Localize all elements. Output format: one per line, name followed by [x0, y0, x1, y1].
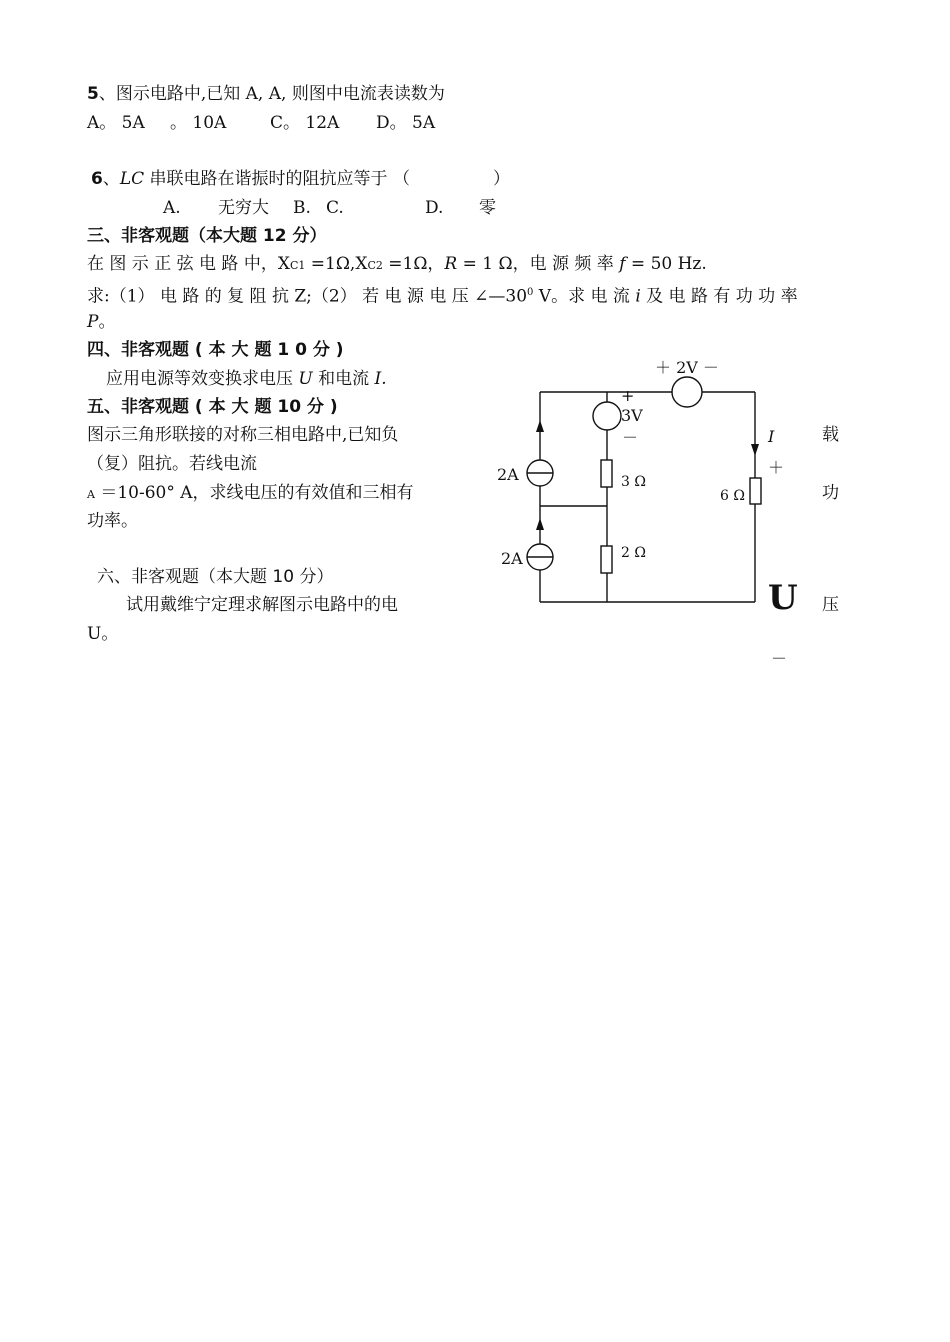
- section5-right-char2: 功: [822, 483, 839, 503]
- q5-text: 、图示电路中,已知 A, A, 则图中电流表读数为: [98, 84, 445, 104]
- section5-line1: 图示三角形联接的对称三相电路中,已知负: [87, 425, 399, 445]
- arrow-up-top: [536, 420, 544, 432]
- section3-line2: [87, 282, 798, 308]
- section4-body: [106, 368, 387, 390]
- q6-option-a: A.: [163, 198, 181, 218]
- q5-stem: [87, 83, 445, 105]
- label-2ohm: 2 Ω: [621, 545, 646, 561]
- q6-lc: LC: [119, 169, 145, 189]
- section5-line4: 功率。: [87, 511, 138, 531]
- q6-option-c: C.: [326, 198, 344, 218]
- s3-p: P: [87, 312, 99, 332]
- s3-line1-r: = 1 Ω，电 源 频 率: [457, 254, 620, 274]
- label-2a-top: 2A: [497, 465, 519, 484]
- q5-number: 5: [87, 84, 99, 104]
- s3-r: R: [444, 254, 458, 274]
- s3-sup: 0: [527, 287, 534, 298]
- section3-heading: 三、非客观题（本大题 12 分）: [87, 226, 327, 246]
- voltage-source-2v: [672, 377, 702, 407]
- q5-option-d: D。 5A: [376, 113, 436, 133]
- q5-option-c: C。 12A: [270, 113, 340, 133]
- label-u: U: [768, 578, 798, 618]
- section6-right-char: 压: [822, 595, 839, 615]
- s3-line2-end: 及 电 路 有 功 功 率: [640, 286, 798, 307]
- s3-line3-end: 。: [98, 312, 116, 332]
- q6-stem: [91, 168, 410, 190]
- label-3v: 3V: [621, 406, 643, 425]
- section5-line2: （复）阻抗。若线电流: [87, 454, 257, 474]
- q6-option-a-text: 无穷大: [218, 198, 269, 218]
- section4-heading: 四、非客观题 ( 本 大 题 1 0 分 ): [87, 340, 344, 360]
- resistor-3ohm: [601, 460, 612, 487]
- s4-body-mid: 和电流: [312, 369, 375, 389]
- s3-xc2-sub: C2: [367, 259, 383, 272]
- s4-i: I.: [374, 369, 387, 389]
- section6-line2: U。: [87, 624, 119, 644]
- s3-xc1-sub: C1: [289, 259, 306, 272]
- label-3ohm: 3 Ω: [621, 474, 646, 490]
- s3-line1-end: = 50 Hz.: [625, 254, 707, 274]
- q6-close-paren: ）: [493, 169, 510, 189]
- s3-line1-mid: =1Ω,X: [305, 254, 368, 274]
- s5-line3-text: ＝10-60° A，求线电压的有效值和三相有: [94, 483, 414, 503]
- q6-option-d: D.: [425, 198, 444, 218]
- label-u-minus: －: [771, 649, 788, 668]
- current-source-2a-top: [527, 460, 553, 486]
- resistor-6ohm: [750, 478, 761, 504]
- q6-text-pre: 、: [102, 169, 120, 189]
- q6-number: 6: [91, 169, 103, 189]
- section5-right-char1: 载: [822, 425, 839, 445]
- s3-line1-mid2: =1Ω，: [382, 254, 445, 274]
- section6-line1: 试用戴维宁定理求解图示电路中的电: [126, 595, 398, 615]
- s4-u: U: [298, 369, 313, 389]
- label-2v: ＋ 2V －: [655, 358, 719, 377]
- s3-line2-pre: 求:（1） 电 路 的 复 阻 抗 Z;（2） 若 电 源 电 压 ∠—30: [87, 286, 528, 307]
- s3-i: i: [635, 286, 641, 307]
- current-source-2a-bottom: [527, 544, 553, 570]
- label-3v-minus: －: [622, 428, 639, 447]
- voltage-source-3v: [593, 402, 621, 430]
- s5-sub-a: A: [87, 488, 95, 501]
- section3-line1: [87, 253, 707, 277]
- label-current-i: I: [768, 427, 775, 446]
- q5-option-b: 。 10A: [170, 113, 227, 133]
- resistor-2ohm: [601, 546, 612, 573]
- label-2a-bottom: 2A: [501, 549, 523, 568]
- q5-option-a: A。 5A: [87, 113, 145, 133]
- q6-option-b: B.: [293, 198, 311, 218]
- section3-line3: [87, 311, 115, 333]
- s3-line2-mid: V。求 电 流: [533, 286, 636, 307]
- section6-heading: 六、非客观题（本大题 10 分）: [97, 567, 334, 587]
- s3-f: f: [619, 254, 626, 274]
- label-u-plus: ＋: [768, 458, 785, 477]
- s3-line1-pre: 在 图 示 正 弦 电 路 中，X: [87, 254, 290, 274]
- section5-line3: [87, 482, 414, 506]
- section5-heading: 五、非客观题 ( 本 大 题 10 分 ): [87, 397, 338, 417]
- q6-option-d-text: 零: [479, 198, 496, 218]
- s4-body-pre: 应用电源等效变换求电压: [106, 369, 299, 389]
- label-3v-plus: +: [621, 386, 635, 405]
- arrow-down-current-i: [751, 444, 759, 456]
- arrow-up-bottom: [536, 518, 544, 530]
- label-6ohm: 6 Ω: [720, 488, 745, 504]
- q6-text: 串联电路在谐振时的阻抗应等于 （: [144, 169, 410, 189]
